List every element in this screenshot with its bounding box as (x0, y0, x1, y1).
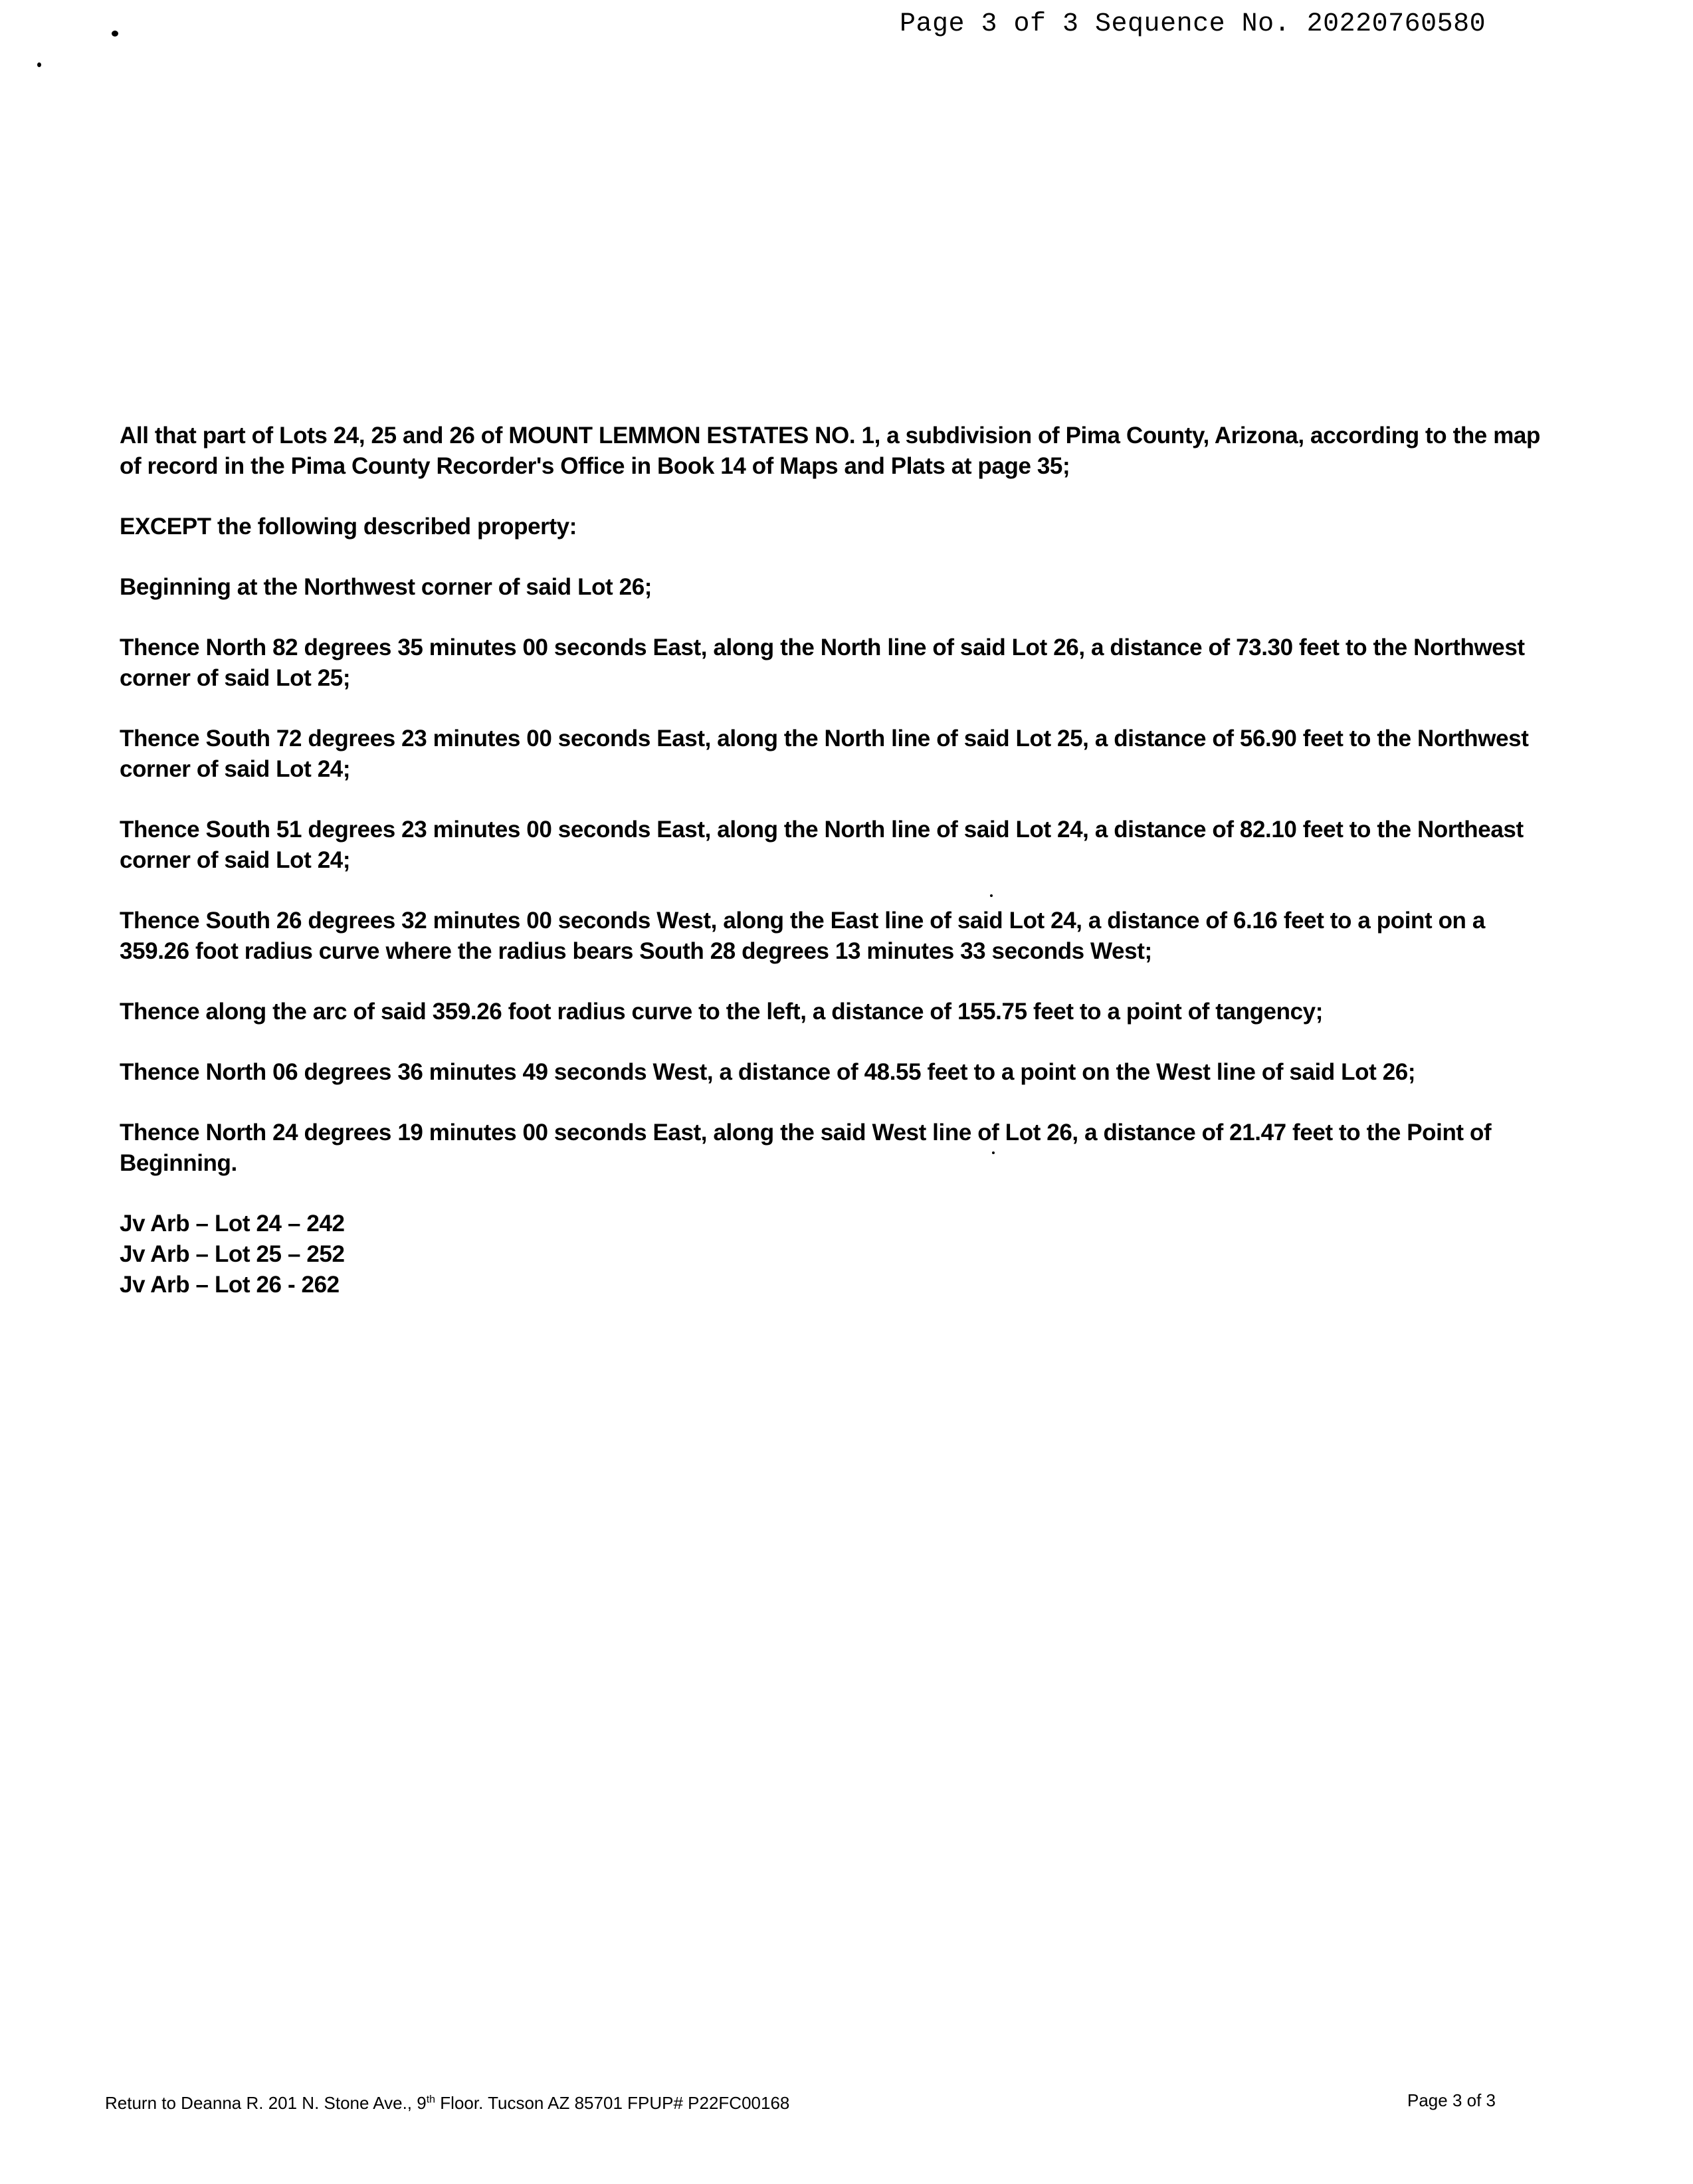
description-paragraph-lots: All that part of Lots 24, 25 and 26 of MOUNT LEMMON ESTATES NO. 1, a subdivision of Pima County, Arizona, according to the map of record in the Pima County Recorder's Office in Book 14 of Maps and Plats at page 35; (120, 423, 1540, 479)
scan-speck (37, 62, 41, 67)
description-paragraph-except: EXCEPT the following described property: (120, 514, 577, 540)
description-course-5: Thence along the arc of said 359.26 foot radius curve to the left, a distance of 155.75 feet to a point of tangency; (120, 999, 1323, 1025)
lot-reference-item: Jv Arb – Lot 25 – 252 (120, 1241, 345, 1267)
description-course-2: Thence South 72 degrees 23 minutes 00 seconds East, along the North line of said Lot 25, a distance of 56.90 feet to the Northwest corner of said Lot 24; (120, 726, 1529, 782)
description-course-4: Thence South 26 degrees 32 minutes 00 seconds West, along the East line of said Lot 24, a distance of 6.16 feet to a point on a 359.26 foot radius curve where the radius bears South 28 degrees 13 minutes 33 seconds West; (120, 908, 1485, 964)
return-address-footer (105, 2093, 789, 2114)
floor-ordinal-suffix: th (426, 2094, 436, 2106)
lot-reference-item: Jv Arb – Lot 26 - 262 (120, 1272, 340, 1298)
recording-sequence-stamp: Page 3 of 3 Sequence No. 20220760580 (900, 9, 1486, 39)
scan-speck (112, 31, 118, 37)
description-paragraph-beginning: Beginning at the Northwest corner of said Lot 26; (120, 574, 652, 600)
description-course-7: Thence North 24 degrees 19 minutes 00 seconds East, along the said West line of Lot 26, a distance of 21.47 feet to the Point of Beginning. (120, 1120, 1492, 1176)
return-address-text-cont: Floor. Tucson AZ 85701 FPUP# P22FC00168 (435, 2093, 790, 2113)
lot-reference-list (120, 1209, 1542, 1300)
description-course-1: Thence North 82 degrees 35 minutes 00 seconds East, along the North line of said Lot 26, a distance of 73.30 feet to the Northwest corner of said Lot 25; (120, 635, 1525, 691)
lot-reference-item: Jv Arb – Lot 24 – 242 (120, 1211, 345, 1237)
description-course-6: Thence North 06 degrees 36 minutes 49 seconds West, a distance of 48.55 feet to a point on the West line of said Lot 26; (120, 1059, 1416, 1085)
return-address-text: Return to Deanna R. 201 N. Stone Ave., 9 (105, 2093, 427, 2113)
legal-description (120, 421, 1542, 1300)
description-course-3: Thence South 51 degrees 23 minutes 00 seconds East, along the North line of said Lot 24, a distance of 82.10 feet to the Northeast corner of said Lot 24; (120, 817, 1524, 873)
page-number-footer: Page 3 of 3 (1407, 2090, 1496, 2110)
